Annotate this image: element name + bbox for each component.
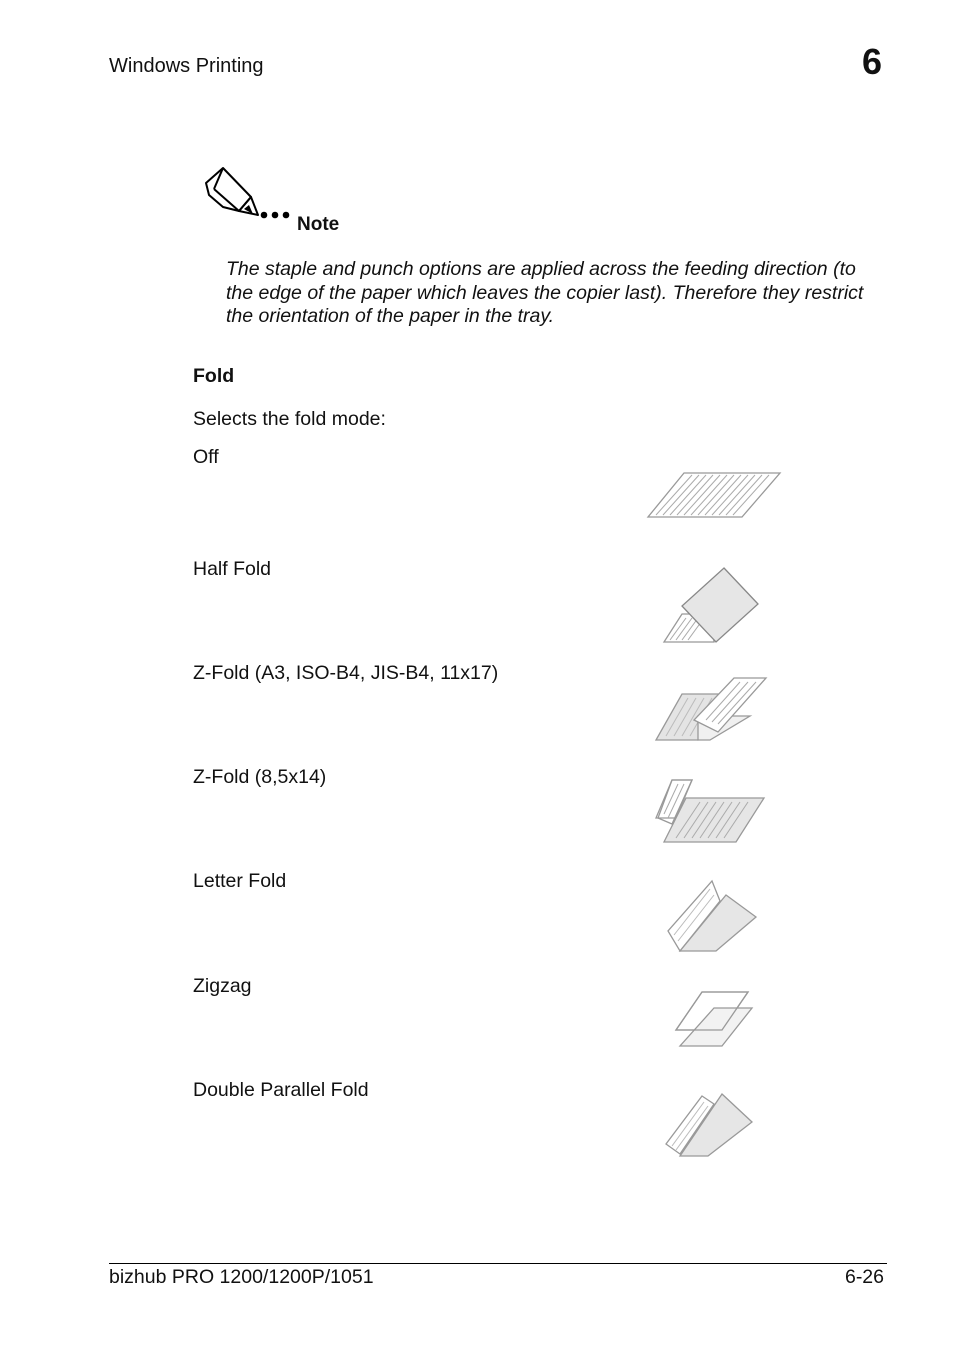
footer-product: bizhub PRO 1200/1200P/1051 <box>109 1266 374 1288</box>
mode-label-half-fold: Half Fold <box>193 558 272 580</box>
zigzag-fold-icon <box>674 990 756 1050</box>
mode-label-letter-fold: Letter Fold <box>193 870 287 892</box>
z-fold-large-icon <box>654 676 770 744</box>
chapter-number: 6 <box>862 41 883 82</box>
footer-page-number: 6-26 <box>844 1266 884 1288</box>
flat-sheet-icon <box>646 470 782 520</box>
pencil-note-icon <box>203 163 298 227</box>
letter-fold-icon <box>666 879 760 955</box>
mode-label-double-parallel-fold: Double Parallel Fold <box>193 1079 369 1101</box>
mode-label-zigzag: Zigzag <box>193 975 252 997</box>
half-fold-icon <box>662 566 762 646</box>
header-title: Windows Printing <box>109 55 264 77</box>
mode-label-z-fold-legal: Z-Fold (8,5x14) <box>193 766 327 788</box>
section-intro: Selects the fold mode: <box>193 408 386 430</box>
note-label: Note <box>297 214 340 235</box>
footer-rule <box>109 1263 887 1264</box>
z-fold-legal-icon <box>654 778 768 846</box>
mode-label-off: Off <box>193 446 219 468</box>
double-parallel-fold-icon <box>662 1092 756 1158</box>
section-title: Fold <box>193 365 235 387</box>
mode-label-z-fold-large: Z-Fold (A3, ISO-B4, JIS-B4, 11x17) <box>193 662 499 684</box>
note-text: The staple and punch options are applied across the feeding direction (to the edge of the paper which leaves the copier last). Therefore they restrict the orientation of the paper in the tray. <box>226 258 864 327</box>
